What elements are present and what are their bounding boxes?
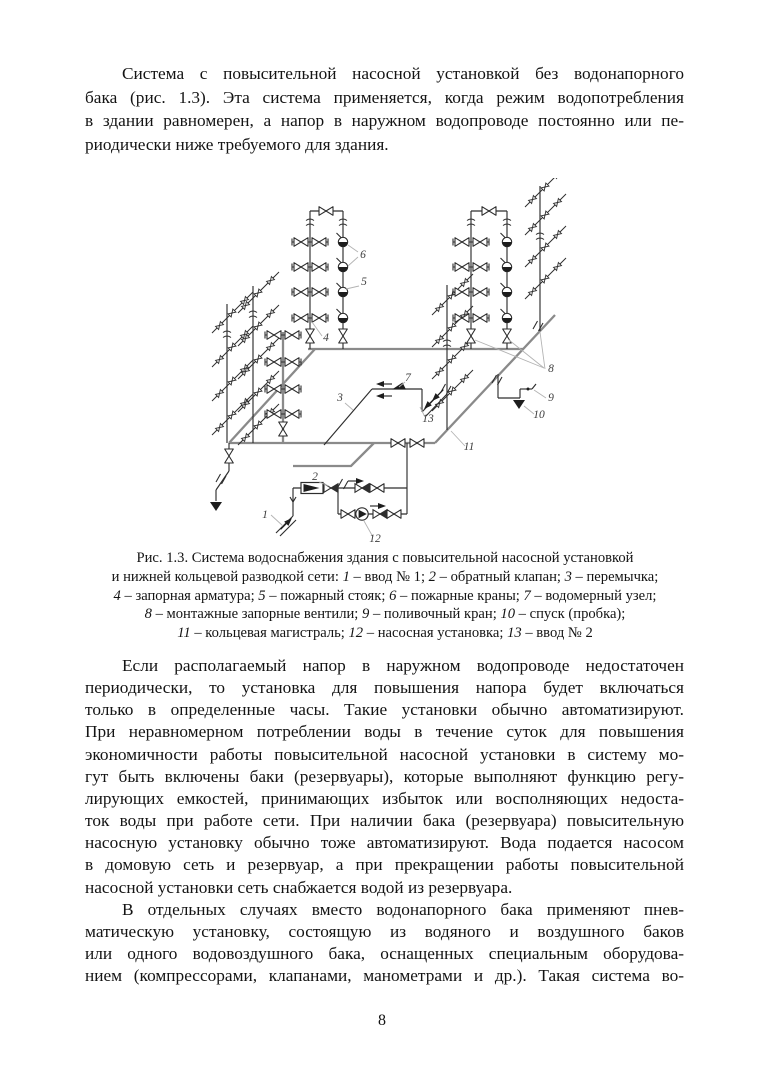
- figure-label-8: 8: [548, 363, 554, 375]
- figure-label-12: 12: [369, 533, 381, 545]
- figure-label-9: 9: [548, 392, 554, 404]
- left-drain: [210, 443, 233, 511]
- figure-label-2: 2: [312, 471, 318, 483]
- fire-riser-group-right: [453, 207, 512, 349]
- figure-label-13: 13: [422, 413, 434, 425]
- paragraph-pneumatic: В отдельных случаях вместо водонапорного бака применяют пнев- матическую установку, состоящую из водяного и воздушного баков или одного водовоздушного бака, оснащенных специальным оборудова- нием (компрессорами, клапанами, манометрами и др.). Такая система во-: [85, 899, 684, 986]
- figure-label-10: 10: [533, 409, 545, 421]
- apartment-risers-left: [212, 272, 301, 445]
- figure-1-3-diagram: [180, 178, 590, 550]
- ring-valve-2: [410, 439, 424, 448]
- figure-label-5: 5: [361, 276, 367, 288]
- page-number: 8: [378, 1012, 386, 1029]
- figure-caption: Рис. 1.3. Система водоснабжения здания с повысительной насосной установкой и нижней кольцевой разводкой сети: 1 – ввод № 1; 2 – обратный клапан; 3 – перемычка; 4 – запорная арматура; 5 – пожарный стояк; 6 – пожарные краны; 7 – водомерный узел; 8 – монтажные запорные вентили; 9 – поливочный кран; 10 – спуск (пробка); 11 – кольцевая магистраль; 12 – насосная установка; 13 – ввод № 2: [111, 550, 659, 642]
- figure-1-3: [180, 178, 590, 550]
- figure-label-11: 11: [463, 441, 475, 453]
- drain-and-tap: [492, 374, 536, 409]
- figure-label-7: 7: [405, 372, 411, 384]
- figure-label-1: 1: [262, 509, 268, 521]
- apartment-risers-right: [432, 178, 566, 430]
- pump-installation: [276, 443, 407, 536]
- ring-valve-1: [391, 439, 405, 448]
- paragraph-intro: Система с повысительной насосной установкой без водонапорного бака (рис. 1.3). Эта система применяется, когда режим водопотребления в здании равномерен, а напор в наружном водопроводе постоянно или пе- риодически ниже требуемого для здания.: [85, 64, 684, 154]
- fire-riser-group-left: [292, 207, 348, 349]
- figure-label-3: 3: [337, 392, 343, 404]
- figure-label-6: 6: [360, 249, 366, 261]
- figure-label-4: 4: [323, 332, 329, 344]
- paragraph-pressure: Если располагаемый напор в наружном водопроводе недостаточен периодически, то установка для повышения напора будет включаться только в определенные часы. Такие установки обычно автоматизируют. При неравномерном потреблении воды в течение суток для повышения экономичности работы повысительной насосной установки в систему мо- гут быть включены баки (резервуары), которые выполняют функцию регу- лирующих емкостей, принимающих избыток или восполняющих недоста- ток воды при работе сети. При наличии бака (резервуара) повысительную насосную установку обычно тоже автоматизируют. Вода подается насосом в домовую сеть и резервуар, а при прекращении работы повысительной насосной установки сеть снабжается водой из резервуара.: [85, 656, 684, 897]
